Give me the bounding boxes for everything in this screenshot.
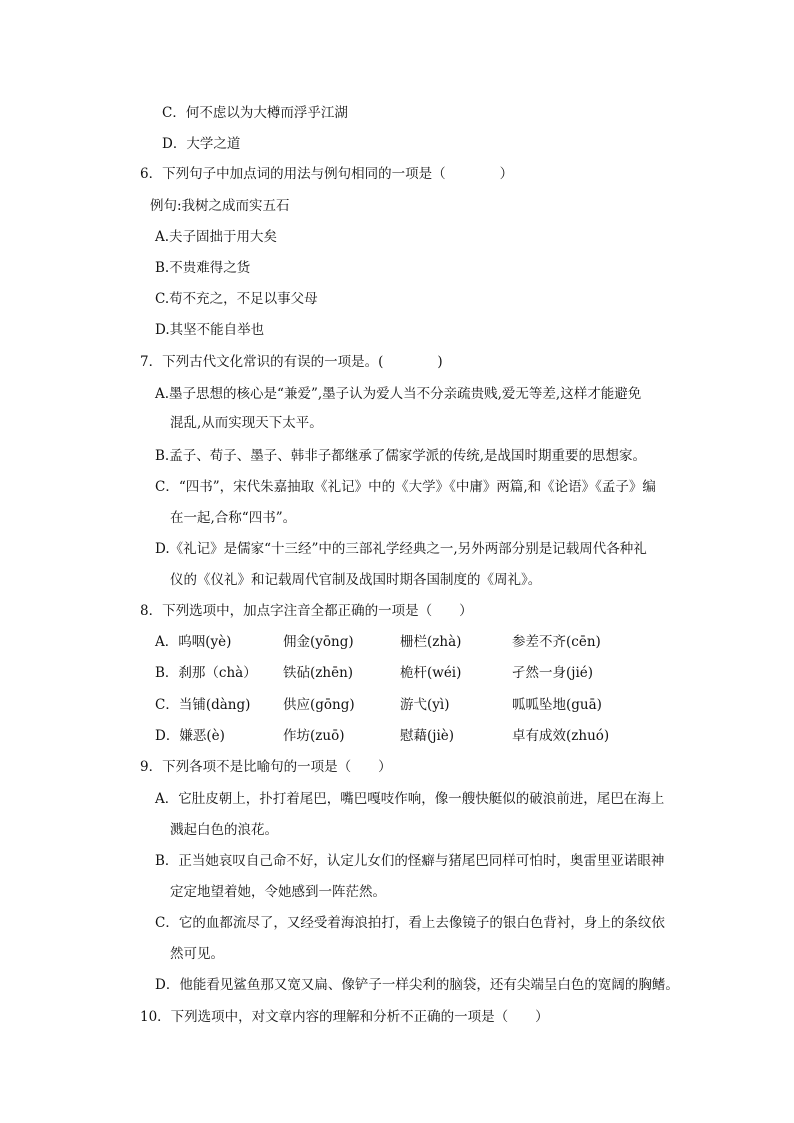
q6-option-c: C.苟不充之，不足以事父母	[155, 291, 318, 307]
q8-b-word-1: B．刹那（chà）	[155, 665, 257, 681]
q7-option-a-line1: A.墨子思想的核心是“兼爱”,墨子认为爱人当不分亲疏贵贱,爱无等差,这样才能避免	[155, 386, 642, 402]
q8-d-word-2: 作坊(zuō)	[283, 728, 345, 744]
q6-option-d: D.其坚不能自举也	[155, 322, 265, 338]
q8-d-word-1: D．嫌恶(è)	[155, 728, 225, 744]
q8-a-word-3: 栅栏(zhà)	[400, 634, 462, 650]
q8-option-row-c	[155, 695, 755, 715]
q8-option-row-a	[155, 632, 755, 652]
q8-d-word-3: 慰藉(jiè)	[400, 728, 455, 744]
q7-option-a-line2: 混乱,从而实现天下太平。	[170, 415, 323, 431]
q5-option-c: C．何不虑以为大樽而浮乎江湖	[162, 105, 348, 121]
q8-c-word-4: 呱呱坠地(guā)	[512, 697, 602, 713]
q8-a-word-2: 佣金(yōng)	[283, 634, 354, 650]
q7-option-c-line1: C．“四书”，宋代朱嘉抽取《礼记》中的《大学》《中庸》两篇,和《论语》《孟子》编	[155, 479, 656, 495]
q7-stem: 7．下列古代文化常识的有误的一项是。( )	[140, 354, 443, 370]
q8-option-row-d	[155, 726, 755, 746]
q8-b-word-4: 孑然一身(jié)	[512, 665, 594, 681]
q9-option-a-line2: 溅起白色的浪花。	[170, 822, 278, 838]
q9-option-c-line2: 然可见。	[170, 946, 224, 962]
q8-c-word-2: 供应(gōng)	[283, 697, 355, 713]
q10-stem: 10．下列选项中，对文章内容的理解和分析不正确的一项是（ ）	[140, 1009, 549, 1025]
q9-option-b-line2: 定定地望着她，令她感到一阵茫然。	[170, 884, 386, 900]
q9-option-b-line1: B．正当她哀叹自己命不好，认定儿女们的怪癖与猪尾巴同样可怕时，奥雷里亚诺眼神	[155, 853, 665, 869]
q8-option-row-b	[155, 663, 755, 683]
q8-b-word-3: 桅杆(wéi)	[400, 665, 462, 681]
q9-option-c-line1: C．它的血都流尽了，又经受着海浪拍打，看上去像镜子的银白色背衬，身上的条纹依	[155, 915, 665, 931]
q9-option-a-line1: A．它肚皮朝上，扑打着尾巴，嘴巴嘎吱作响，像一艘快艇似的破浪前进，尾巴在海上	[155, 791, 665, 807]
q7-option-b: B.孟子、荀子、墨子、韩非子都继承了儒家学派的传统,是战国时期重要的思想家。	[155, 448, 647, 464]
q8-a-word-4: 参差不齐(cēn)	[512, 634, 601, 650]
q8-b-word-2: 铁砧(zhēn)	[283, 665, 354, 681]
q8-c-word-1: C．当铺(dàng)	[155, 697, 251, 713]
q7-option-d-line2: 仪的《仪礼》和记载周代官制及战国时期各国制度的《周礼》。	[170, 572, 542, 588]
q7-option-d-line1: D.《礼记》是儒家“十三经”中的三部礼学经典之一,另外两部分别是记载周代各种礼	[155, 541, 647, 557]
q5-option-d: D．大学之道	[162, 136, 241, 152]
q8-stem: 8．下列选项中，加点字注音全都正确的一项是（ ）	[140, 603, 473, 619]
q6-example: 例句:我树之成而实五石	[150, 198, 290, 214]
q8-a-word-1: A．呜咽(yè)	[155, 634, 232, 650]
q6-stem: 6．下列句子中加点词的用法与例句相同的一项是（ ）	[140, 166, 514, 182]
q7-option-c-line2: 在一起,合称“四书”。	[170, 510, 297, 526]
q9-option-d: D．他能看见鲨鱼那又宽又扁、像铲子一样尖利的脑袋，还有尖端呈白色的宽阔的胸鳍。	[155, 977, 679, 993]
q8-d-word-4: 卓有成效(zhuó)	[512, 728, 610, 744]
q8-c-word-3: 游弋(yì)	[400, 697, 450, 713]
q9-stem: 9．下列各项不是比喻句的一项是（ ）	[140, 759, 392, 775]
q6-option-b: B.不贵难得之货	[155, 260, 251, 276]
q6-option-a: A.夫子固拙于用大矣	[155, 229, 278, 245]
